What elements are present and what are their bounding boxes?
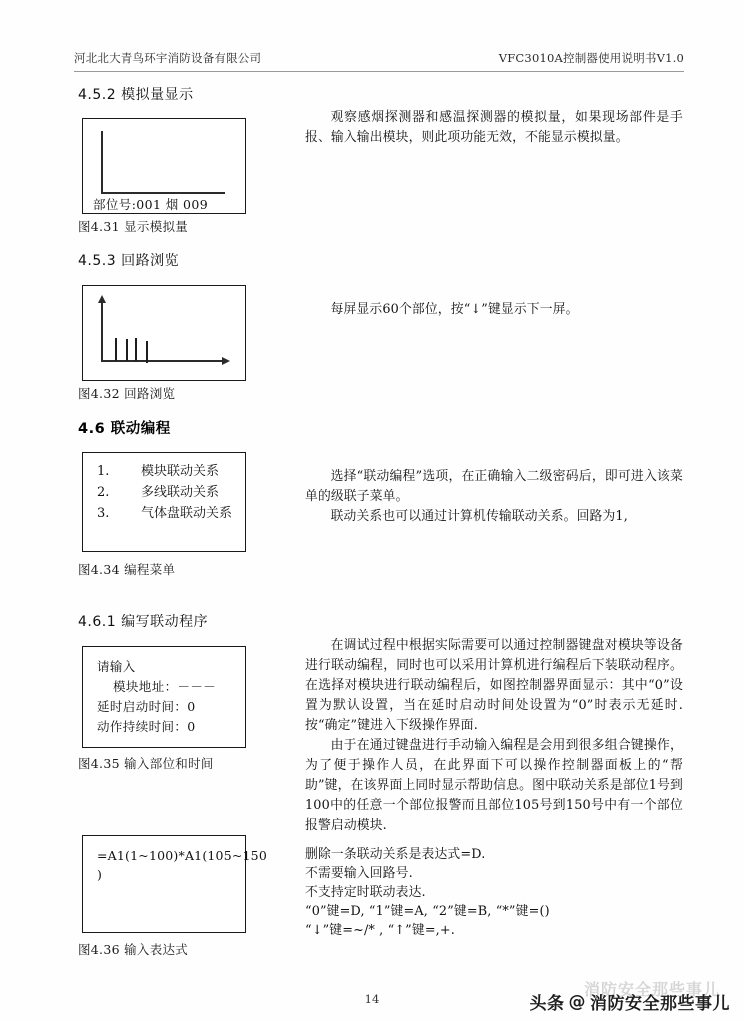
menu-item-label: 气体盘联动关系 — [141, 506, 233, 521]
menu-item-number: 3. — [97, 506, 110, 521]
at-sign-icon: @ — [568, 991, 586, 1012]
expression-input[interactable] — [97, 846, 267, 884]
figure-4-32-bar — [115, 338, 117, 361]
programming-menu — [97, 461, 232, 524]
paragraph: 联动关系也可以通过计算机传输联动关系。回路为1, — [330, 509, 628, 524]
header-company-name: 河北北大青鸟环宇消防设备有限公司 — [74, 51, 262, 65]
figure-4-31-box — [82, 118, 246, 214]
expression-line-2: ) — [97, 867, 103, 882]
paragraph: 由于在通过键盘进行手动输入编程是会用到很多组合键操作，为了便于操作人员，在此界面下可以操作控制器面板上的“帮助”键，在该界面上同时显示帮助信息。图中联动关系是部位1号到100中的任意一个部位报警而且部位105号到150号中有一个部位报警启动模块. — [305, 738, 683, 833]
action-duration-time-field[interactable]: 动作持续时间：0 — [97, 719, 196, 734]
figure-4-34-caption: 图4.34 编程菜单 — [78, 562, 176, 577]
figure-4-31-screen-text: 部位号:001 烟 009 — [93, 197, 209, 212]
page-number: 14 — [364, 992, 380, 1006]
menu-item-number: 1. — [97, 464, 110, 479]
watermark — [530, 989, 731, 1014]
paragraph: 在调试过程中根据实际需要可以通过控制器键盘对模块等设备进行联动编程，同时也可以采用计算机进行编程后下装联动程序。在选择对模块进行联动编程后，如图控制器界面显示：其中“0”设置为默认设置，当在延时启动时间处设置为“0”时表示无延时. 按“确定”键进入下级操作界面. — [305, 638, 683, 733]
menu-item[interactable] — [97, 461, 232, 482]
figure-4-32-bar — [135, 338, 137, 361]
menu-item[interactable] — [97, 503, 232, 524]
figure-4-34-box — [82, 452, 246, 552]
figure-4-36-box — [82, 835, 267, 933]
menu-item-label: 多线联动关系 — [141, 485, 220, 500]
heading-4-6: 4.6 联动编程 — [78, 421, 171, 437]
module-address-field[interactable]: 模块地址：－－－ — [113, 679, 217, 694]
header-divider — [74, 71, 684, 72]
figure-4-31-caption: 图4.31 显示模拟量 — [78, 219, 189, 234]
note-line: 不支持定时联动表达. — [305, 885, 426, 900]
header-document-title: VFC3010A控制器使用说明书V1.0 — [498, 51, 684, 65]
body-4-5-3 — [305, 300, 683, 320]
page-header — [74, 50, 684, 66]
figure-4-32-caption: 图4.32 回路浏览 — [78, 386, 176, 401]
watermark-ghost-text: 消防安全那些事儿 — [583, 980, 720, 999]
paragraph: 观察感烟探测器和感温探测器的模拟量，如果现场部件是手报、输入输出模块，则此项功能无效，不能显示模拟量。 — [305, 110, 683, 145]
input-prompt-label: 请输入 — [97, 659, 136, 674]
delay-start-time-field[interactable]: 延时启动时间：0 — [97, 699, 196, 714]
watermark-source-label: 头条 — [529, 994, 565, 1014]
expression-line-1: =A1(1~100)*A1(105~150 — [97, 848, 267, 863]
figure-4-32-box — [82, 285, 246, 381]
body-4-6-2-notes — [305, 845, 683, 940]
heading-4-6-1: 4.6.1 编写联动程序 — [78, 614, 209, 630]
note-line: 不需要输入回路号. — [305, 866, 413, 881]
figure-4-36-caption: 图4.36 输入表达式 — [78, 942, 189, 957]
figure-4-35-caption: 图4.35 输入部位和时间 — [78, 756, 214, 771]
heading-4-5-3: 4.5.3 回路浏览 — [78, 253, 180, 269]
note-line: 删除一条联动关系是表达式=D. — [305, 847, 486, 862]
menu-item-label: 模块联动关系 — [141, 464, 220, 479]
body-4-6-1 — [305, 636, 683, 836]
body-4-5-2 — [305, 108, 683, 148]
paragraph: 每屏显示60个部位，按“↓”键显示下一屏。 — [330, 302, 579, 317]
figure-4-31-y-axis — [101, 131, 103, 194]
figure-4-32-y-axis — [101, 302, 103, 362]
figure-4-32-bar — [146, 341, 148, 363]
menu-item[interactable] — [97, 482, 232, 503]
figure-4-32-x-axis — [101, 360, 224, 362]
note-line: “↓”键=~/* , “↑”键=,+. — [305, 923, 455, 938]
figure-4-32-x-arrowhead — [222, 357, 230, 365]
figure-4-32-bar — [126, 339, 128, 361]
figure-4-35-box — [82, 646, 246, 748]
paragraph: 选择“联动编程”选项，在正确输入二级密码后，即可进入该菜单的级联子菜单。 — [305, 469, 683, 504]
watermark-account-name: 消防安全那些事儿 — [590, 994, 730, 1014]
figure-4-31-x-axis — [101, 192, 225, 194]
body-4-6 — [305, 467, 683, 527]
note-line: “0”键=D, “1”键=A, “2”键=B, “*”键=() — [305, 904, 550, 919]
menu-item-number: 2. — [97, 485, 110, 500]
heading-4-5-2: 4.5.2 模拟量显示 — [78, 87, 194, 103]
